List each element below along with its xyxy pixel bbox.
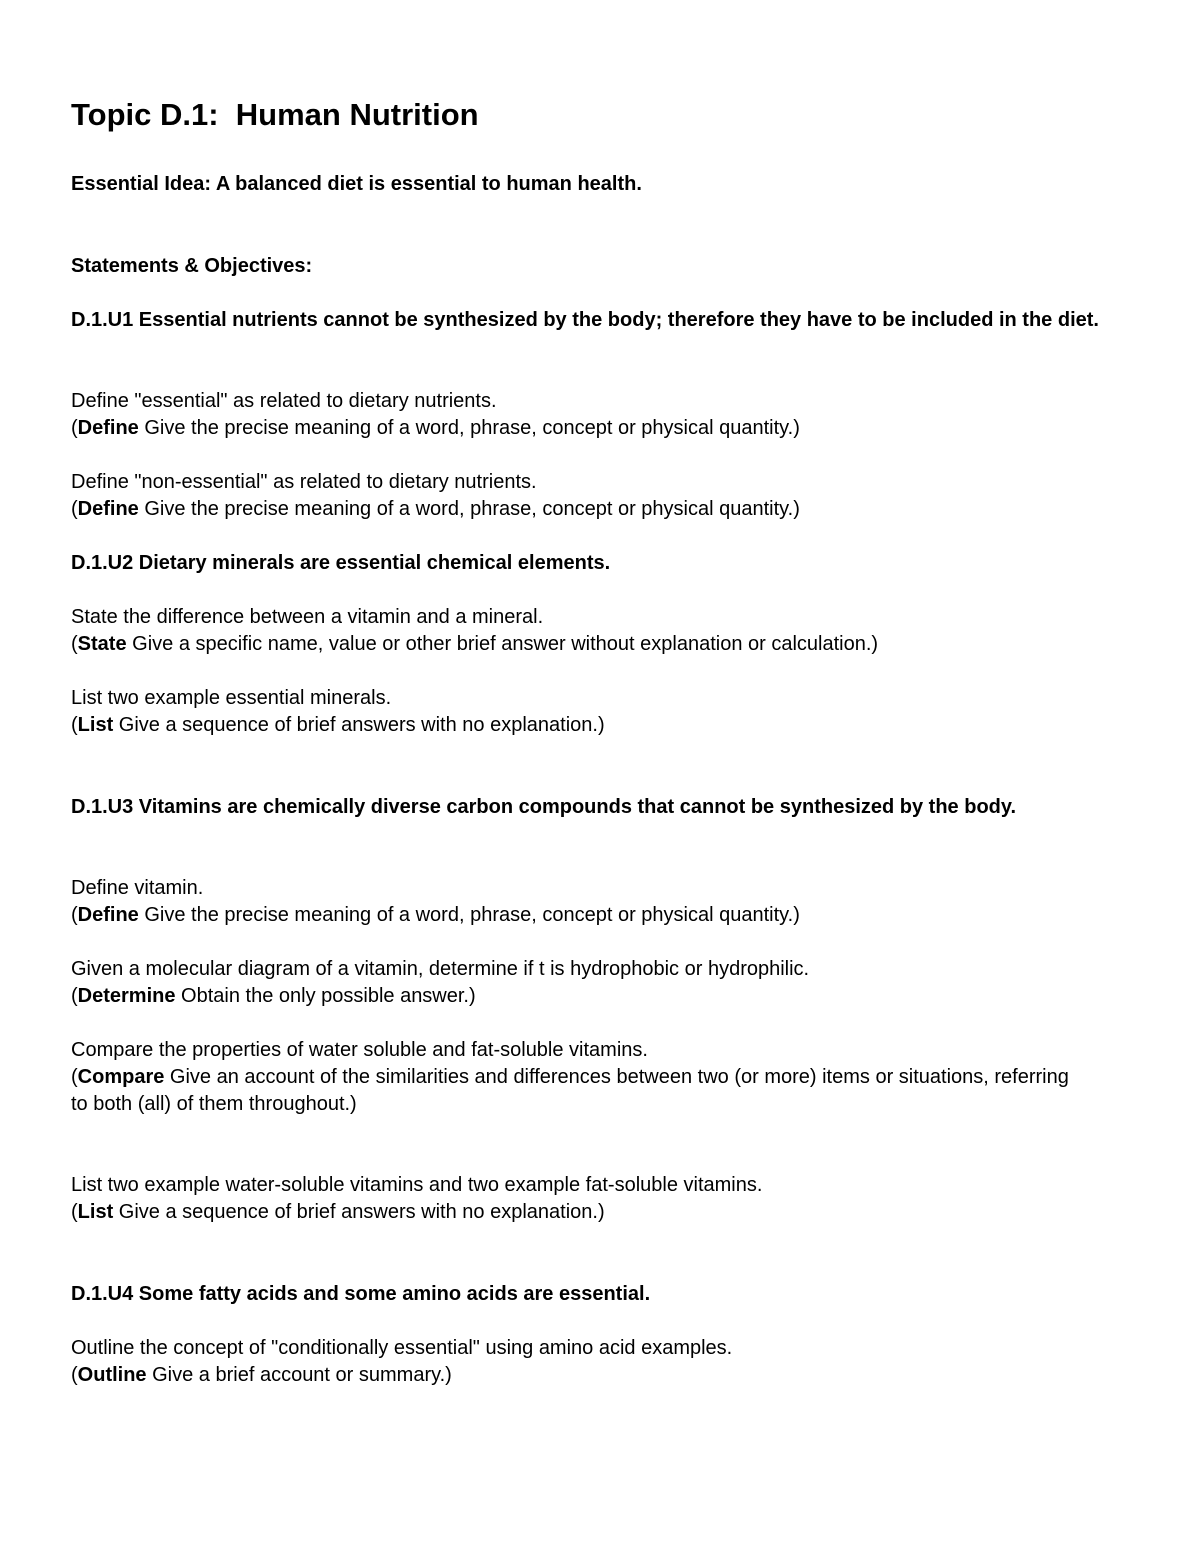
command-definition: Give a sequence of brief answers with no explanation.) (113, 1201, 605, 1223)
unit-heading-u1: D.1.U1 Essential nutrients cannot be synthesized by the body; therefore they have to be included in the diet. (71, 309, 1099, 331)
command-open-paren: ( (71, 904, 78, 926)
objective-item (71, 604, 1141, 658)
command-open-paren: ( (71, 498, 78, 520)
objective-text: List two example water-soluble vitamins and two example fat-soluble vitamins. (71, 1174, 763, 1196)
command-term: Define (77, 417, 139, 439)
objective-text: Define vitamin. (71, 877, 204, 899)
command-definition: Give a sequence of brief answers with no explanation.) (113, 714, 605, 736)
command-definition: Give the precise meaning of a word, phrase, concept or physical quantity.) (138, 904, 800, 926)
objective-text: List two example essential minerals. (71, 687, 392, 709)
command-definition: Give a brief account or summary.) (146, 1364, 452, 1386)
command-open-paren: ( (71, 1066, 78, 1088)
objective-item (71, 685, 1141, 739)
command-definition: Give an account of the similarities and differences between two (or more) items or situations, referring to both (all) of them throughout.) (71, 1066, 1075, 1115)
objective-item (71, 388, 1141, 442)
essential-idea: Essential Idea: A balanced diet is essential to human health. (71, 173, 642, 195)
objective-text: Define "essential" as related to dietary nutrients. (71, 390, 497, 412)
command-term: Define (77, 904, 139, 926)
unit-heading-u4: D.1.U4 Some fatty acids and some amino acids are essential. (71, 1283, 651, 1305)
objective-item (71, 1172, 1141, 1226)
command-open-paren: ( (71, 985, 78, 1007)
command-term: Compare (77, 1066, 165, 1088)
command-open-paren: ( (71, 633, 78, 655)
objective-text: State the difference between a vitamin and a mineral. (71, 606, 544, 628)
objective-item (71, 875, 1141, 929)
command-open-paren: ( (71, 417, 78, 439)
command-term: List (77, 714, 114, 736)
command-definition: Give a specific name, value or other brief answer without explanation or calculation.) (126, 633, 879, 655)
section-heading: Statements & Objectives: (71, 255, 313, 277)
objective-item (71, 469, 1141, 523)
command-term: State (77, 633, 127, 655)
command-term: Determine (77, 985, 176, 1007)
command-term: Outline (77, 1364, 147, 1386)
unit-heading-u2: D.1.U2 Dietary minerals are essential chemical elements. (71, 552, 611, 574)
command-open-paren: ( (71, 1364, 78, 1386)
objective-item (71, 1037, 1141, 1118)
objective-text: Define "non-essential" as related to dietary nutrients. (71, 471, 537, 493)
objective-item (71, 956, 1141, 1010)
command-term: Define (77, 498, 139, 520)
command-open-paren: ( (71, 1201, 78, 1223)
unit-heading-u3: D.1.U3 Vitamins are chemically diverse carbon compounds that cannot be synthesized by the body. (71, 796, 1017, 818)
command-term: List (77, 1201, 114, 1223)
command-definition: Give the precise meaning of a word, phrase, concept or physical quantity.) (138, 417, 800, 439)
page-title: Topic D.1: Human Nutrition (71, 97, 479, 132)
objective-item (71, 1335, 1141, 1389)
command-definition: Give the precise meaning of a word, phrase, concept or physical quantity.) (138, 498, 800, 520)
objective-text: Outline the concept of "conditionally essential" using amino acid examples. (71, 1337, 733, 1359)
objective-text: Given a molecular diagram of a vitamin, determine if t is hydrophobic or hydrophilic. (71, 958, 810, 980)
command-definition: Obtain the only possible answer.) (175, 985, 476, 1007)
command-open-paren: ( (71, 714, 78, 736)
objective-text: Compare the properties of water soluble and fat-soluble vitamins. (71, 1039, 648, 1061)
